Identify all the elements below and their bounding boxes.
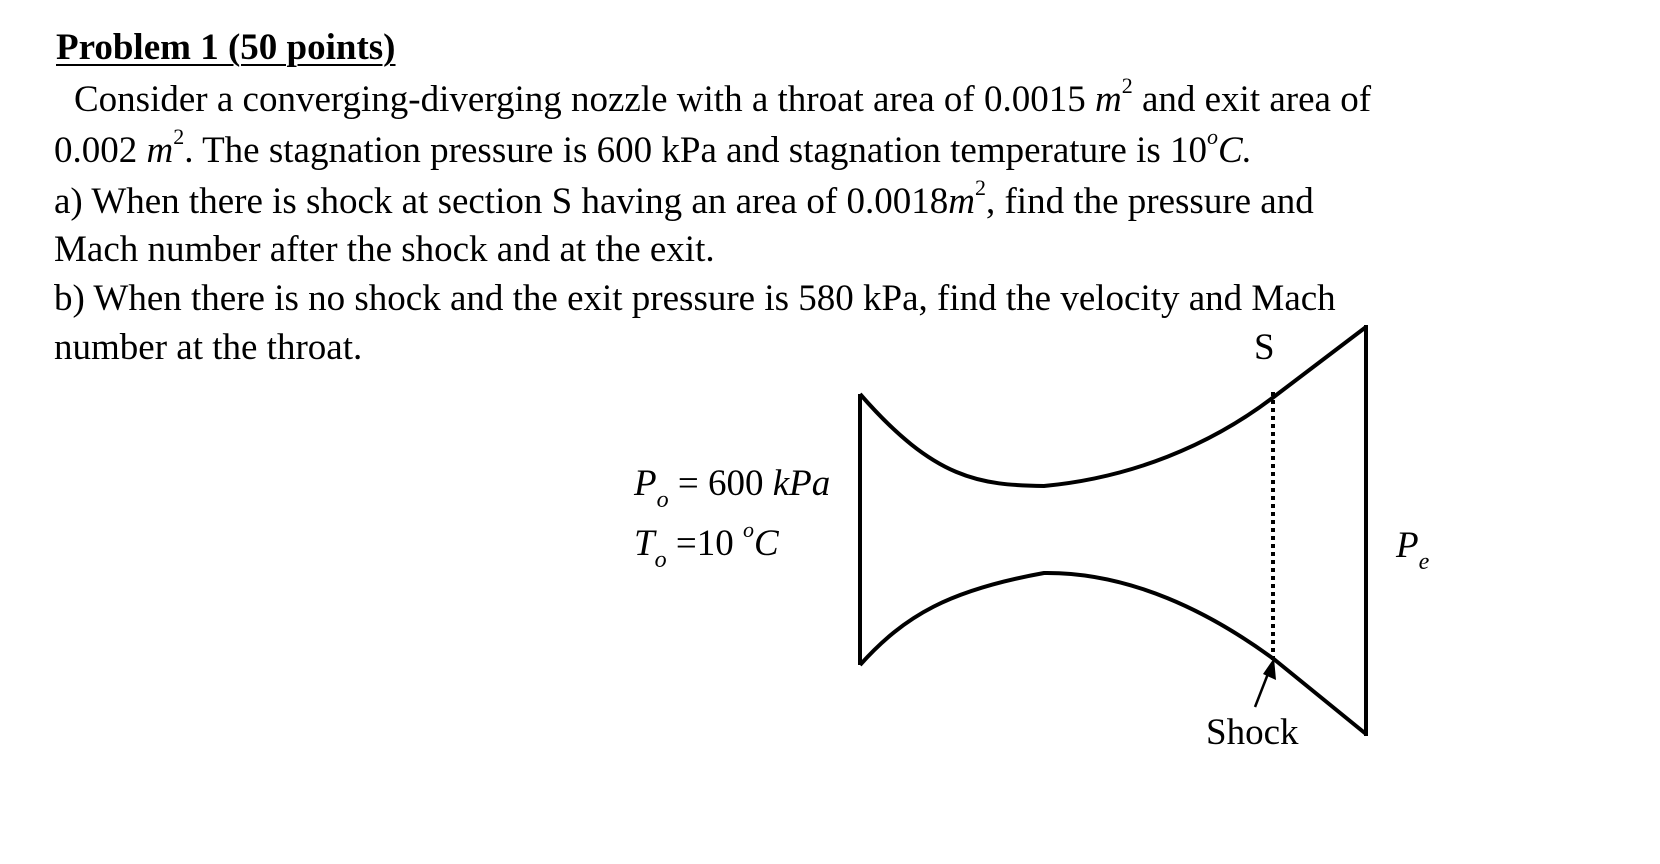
line1-prefix: Consider a converging-diverging nozzle with a throat area of 0.0015 — [74, 79, 1086, 120]
pe-subscript: e — [1418, 549, 1430, 575]
nozzle-lower-wall — [860, 573, 1366, 734]
line2-unit: $m^2$ — [146, 124, 185, 171]
line2-value: 0.002 — [54, 130, 138, 171]
p0-symbol: P — [634, 463, 657, 504]
stagnation-temperature-label — [634, 517, 779, 573]
p0-value: = 600 — [677, 463, 764, 504]
line1-suffix: and exit area of — [1141, 79, 1372, 120]
part-b-line2-text: number at the throat. — [54, 327, 363, 368]
section-s-text: S — [1254, 327, 1275, 368]
line1-unit: $m^2$ — [1094, 73, 1133, 120]
problem-title-text: Problem 1 (50 points) — [56, 27, 396, 68]
t0-degree: o — [742, 517, 754, 542]
pe-symbol: P — [1396, 525, 1419, 566]
exit-pressure-label — [1396, 524, 1430, 575]
p0-subscript: o — [656, 487, 669, 513]
shock-label — [1206, 711, 1299, 755]
part-a-exponent: 2 — [974, 175, 986, 200]
part-a-line2-text: Mach number after the shock and at the exit. — [54, 229, 715, 270]
degree-symbol: o — [1207, 124, 1218, 149]
t0-subscript: o — [654, 547, 667, 573]
part-a-unit: $m^2$ — [948, 175, 986, 222]
part-a-prefix: a) When there is shock at section S having an area of 0.0018 — [54, 181, 949, 222]
part-b-line1-text: b) When there is no shock and the exit pressure is 580 kPa, find the velocity and Mach — [54, 278, 1336, 319]
stagnation-pressure-label — [634, 462, 831, 513]
line2-celsius: C. — [1218, 130, 1252, 171]
line1-exponent: 2 — [1121, 73, 1133, 98]
part-a-suffix: , find the pressure and — [985, 181, 1314, 222]
shock-arrow-head — [1263, 658, 1276, 680]
line2-exponent: 2 — [173, 124, 185, 149]
line2-text: . The stagnation pressure is 600 kPa and stagnation temperature is 10 — [184, 130, 1207, 171]
nozzle-upper-wall — [860, 327, 1366, 486]
t0-unit: C — [753, 523, 779, 564]
t0-symbol: T — [634, 523, 655, 564]
t0-value: =10 — [675, 523, 734, 564]
p0-unit: kPa — [772, 463, 831, 504]
section-s-label — [1254, 326, 1275, 370]
shock-label-text: Shock — [1206, 712, 1299, 753]
